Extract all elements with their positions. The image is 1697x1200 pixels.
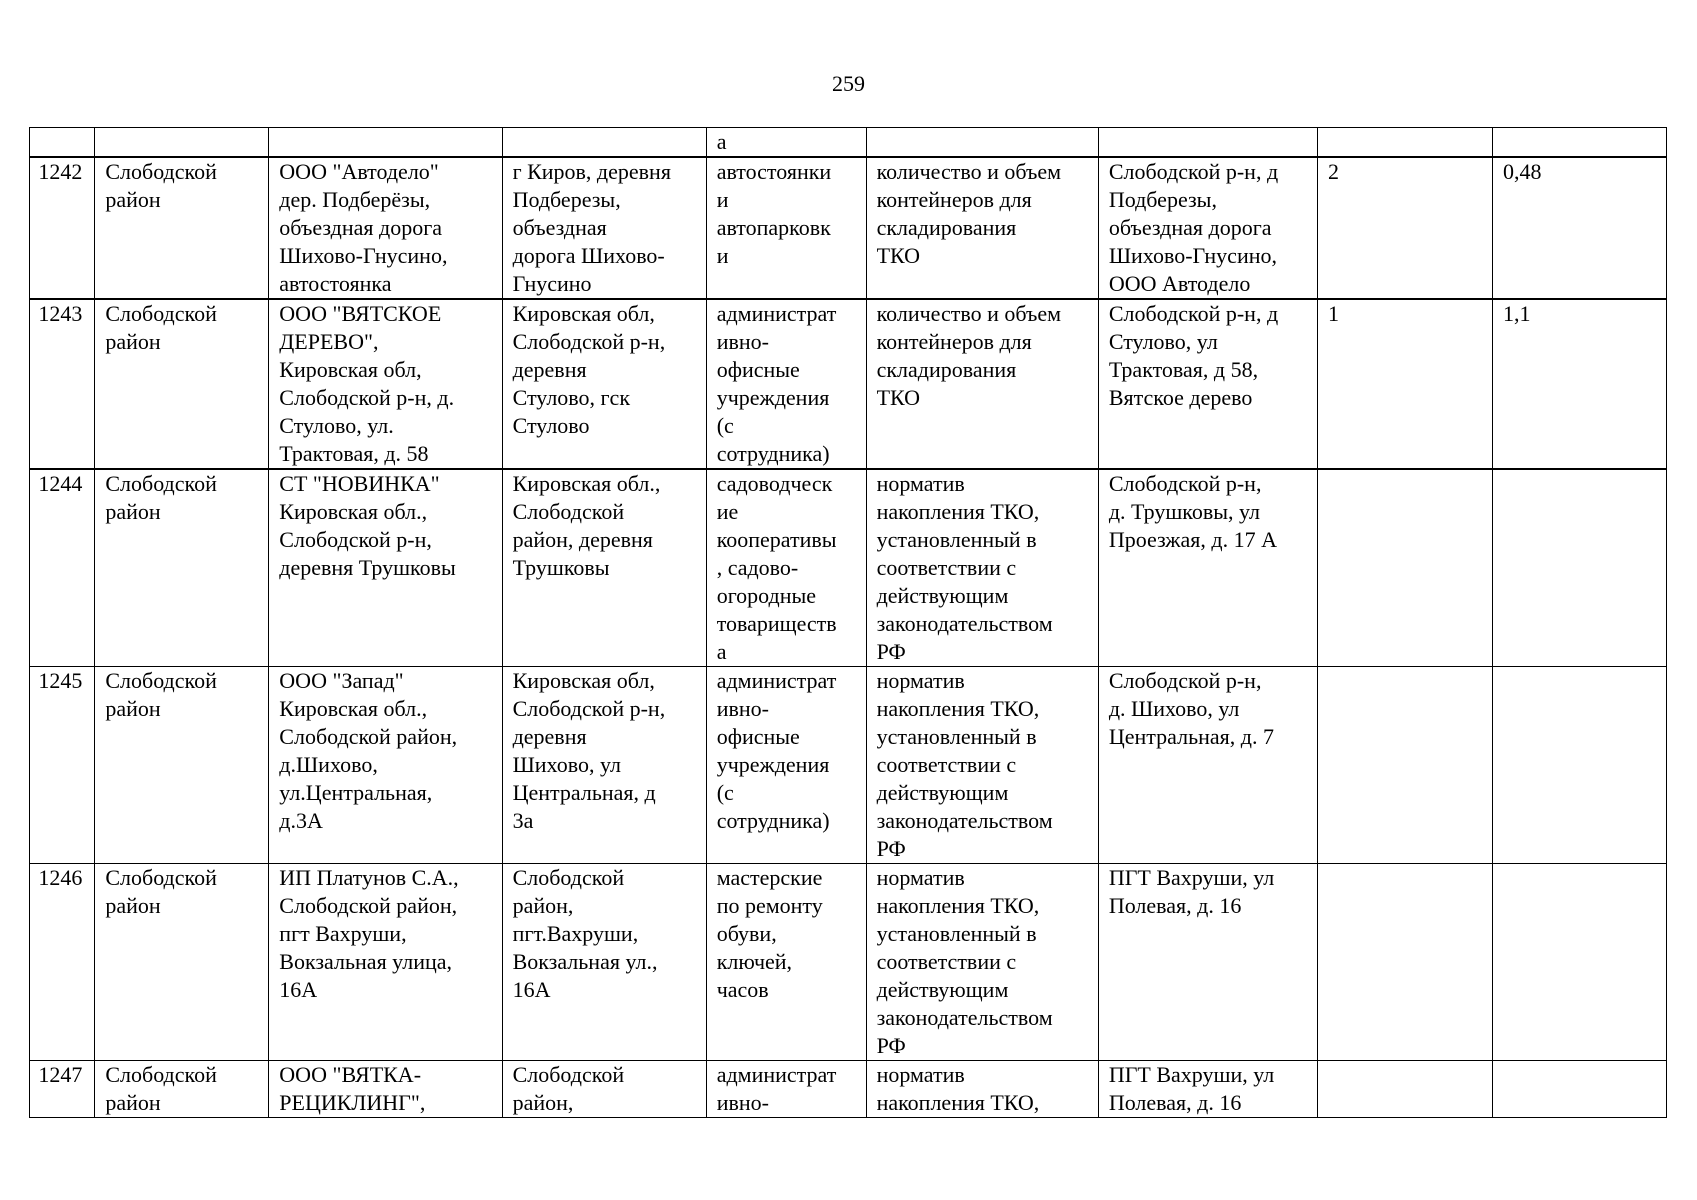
- district-cell: [95, 299, 269, 469]
- containers-cell: [1318, 667, 1493, 864]
- site-text: Слободской р-н, д. Шихово, ул Центральная, д. 7: [1108, 668, 1274, 749]
- row-number-cell: [30, 667, 95, 864]
- source-cell: [269, 1061, 502, 1118]
- source-cell: [269, 469, 502, 667]
- volume-cell: [1492, 299, 1666, 469]
- source-text: ООО "ВЯТСКОЕ ДЕРЕВО", Кировская обл, Слободской р-н, д. Стулово, ул. Трактовая, д. 58: [279, 301, 455, 466]
- category-text: администрат ивно- офисные учреждения (с сотрудника): [716, 668, 837, 833]
- volume-cell: [1492, 469, 1666, 667]
- site-cell: [1098, 157, 1317, 299]
- containers-cell: [1318, 157, 1493, 299]
- method-text: норматив накопления ТКО,: [876, 1062, 1040, 1115]
- address-cell: [502, 864, 706, 1061]
- district-text: Слободской район: [105, 301, 217, 354]
- page-number: 259: [832, 71, 865, 96]
- row-number-cell: [30, 864, 95, 1061]
- volume-cell: [1492, 1061, 1666, 1118]
- district-cell: [95, 469, 269, 667]
- method-cell: [866, 864, 1098, 1061]
- containers-cell: [1318, 1061, 1493, 1118]
- site-cell: [1098, 667, 1317, 864]
- row-number-cell: [30, 1061, 95, 1118]
- containers-cell: [1318, 864, 1493, 1061]
- address-cell: [502, 667, 706, 864]
- address-text: Кировская обл., Слободской район, деревня Трушковы: [512, 471, 661, 580]
- category-cell: [706, 864, 866, 1061]
- address-cell: [502, 469, 706, 667]
- table-row: [30, 864, 1667, 1061]
- table-cell: [30, 128, 95, 158]
- method-cell: [866, 299, 1098, 469]
- row-number: 1246: [38, 865, 83, 890]
- row-number: 1242: [38, 159, 83, 184]
- method-text: норматив накопления ТКО, установленный в соответствии с действующим законодательством РФ: [876, 865, 1053, 1058]
- row-number-cell: [30, 299, 95, 469]
- site-text: ПГТ Вахруши, ул Полевая, д. 16: [1108, 1062, 1275, 1115]
- category-text: администрат ивно- офисные учреждения (с сотрудника): [716, 301, 837, 466]
- category-cell: [706, 157, 866, 299]
- source-cell: [269, 864, 502, 1061]
- table-cell: [502, 128, 706, 158]
- category-cell: [706, 1061, 866, 1118]
- method-cell: [866, 1061, 1098, 1118]
- volume-cell: [1492, 864, 1666, 1061]
- row-number-cell: [30, 469, 95, 667]
- row-number: 1243: [38, 301, 83, 326]
- source-text: ООО "Автодело" дер. Подберёзы, объездная дорога Шихово-Гнусино, автостоянка: [279, 159, 448, 296]
- containers-text: 2: [1328, 159, 1340, 184]
- district-text: Слободской район: [105, 159, 217, 212]
- source-text: ООО "Запад" Кировская обл., Слободской район, д.Шихово, ул.Центральная, д.3А: [279, 668, 458, 833]
- address-text: г Киров, деревня Подберезы, объездная дорога Шихово- Гнусино: [512, 159, 671, 296]
- address-text: Слободской район, пгт.Вахруши, Вокзальная ул., 16А: [512, 865, 658, 1002]
- row-number: 1244: [38, 471, 83, 496]
- category-text: мастерские по ремонту обуви, ключей, часов: [716, 865, 823, 1002]
- method-cell: [866, 157, 1098, 299]
- volume-text: 0,48: [1502, 159, 1542, 184]
- site-text: Слободской р-н, д Подберезы, объездная дорога Шихово-Гнусино, ООО Автоделo: [1108, 159, 1279, 296]
- method-cell: [866, 667, 1098, 864]
- district-text: Слободской район: [105, 471, 217, 524]
- address-cell: [502, 1061, 706, 1118]
- district-text: Слободской район: [105, 865, 217, 918]
- district-cell: [95, 667, 269, 864]
- method-text: норматив накопления ТКО, установленный в соответствии с действующим законодательством РФ: [876, 668, 1053, 861]
- method-text: норматив накопления ТКО, установленный в соответствии с действующим законодательством РФ: [876, 471, 1053, 664]
- category-text: автостоянки и автопарковк и: [716, 159, 832, 268]
- category-cell: [706, 667, 866, 864]
- volume-cell: [1492, 667, 1666, 864]
- row-number: 1245: [38, 668, 83, 693]
- table-row: [30, 1061, 1667, 1118]
- source-cell: [269, 157, 502, 299]
- table-cell: [1098, 128, 1317, 158]
- site-text: ПГТ Вахруши, ул Полевая, д. 16: [1108, 865, 1275, 918]
- source-text: СТ "НОВИНКА" Кировская обл., Слободской р-н, деревня Трушковы: [279, 471, 456, 580]
- table-cell: [95, 128, 269, 158]
- category-text: администрат ивно-: [716, 1062, 837, 1115]
- containers-cell: [1318, 299, 1493, 469]
- site-cell: [1098, 864, 1317, 1061]
- waste-sites-table: [29, 127, 1667, 1118]
- continuation-row: [30, 128, 1667, 158]
- address-text: Кировская обл, Слободской р-н, деревня Шихово, ул Центральная, д 3а: [512, 668, 666, 833]
- table-row: [30, 667, 1667, 864]
- table-cell: [269, 128, 502, 158]
- source-cell: [269, 667, 502, 864]
- table-row: [30, 157, 1667, 299]
- source-text: ООО "ВЯТКА- РЕЦИКЛИНГ",: [279, 1062, 426, 1115]
- site-cell: [1098, 299, 1317, 469]
- method-cell: [866, 469, 1098, 667]
- table-cell: а: [706, 128, 866, 158]
- district-text: Слободской район: [105, 1062, 217, 1115]
- containers-cell: [1318, 469, 1493, 667]
- source-cell: [269, 299, 502, 469]
- volume-cell: [1492, 157, 1666, 299]
- source-text: ИП Платунов С.А., Слободской район, пгт Вахруши, Вокзальная улица, 16А: [279, 865, 459, 1002]
- category-text: садоводческ ие кооперативы , садово- огородные товариществ а: [716, 471, 837, 664]
- containers-text: 1: [1328, 301, 1340, 326]
- district-cell: [95, 157, 269, 299]
- address-text: Слободской район,: [512, 1062, 625, 1115]
- address-text: Кировская обл, Слободской р-н, деревня Стулово, гск Стулово: [512, 301, 666, 438]
- category-cell: [706, 299, 866, 469]
- table-row: [30, 469, 1667, 667]
- address-cell: [502, 299, 706, 469]
- site-text: Слободской р-н, д. Трушковы, ул Проезжая, д. 17 А: [1108, 471, 1277, 552]
- table-cell: [1318, 128, 1493, 158]
- district-cell: [95, 1061, 269, 1118]
- district-text: Слободской район: [105, 668, 217, 721]
- table-cell: [1492, 128, 1666, 158]
- volume-text: 1,1: [1502, 301, 1531, 326]
- table-cell: [866, 128, 1098, 158]
- table-row: [30, 299, 1667, 469]
- row-number: 1247: [38, 1062, 83, 1087]
- district-cell: [95, 864, 269, 1061]
- site-cell: [1098, 469, 1317, 667]
- site-text: Слободской р-н, д Стулово, ул Трактовая, д 58, Вятское дерево: [1108, 301, 1279, 410]
- category-cell: [706, 469, 866, 667]
- row-number-cell: [30, 157, 95, 299]
- method-text: количество и объем контейнеров для складирования ТКО: [876, 301, 1062, 410]
- site-cell: [1098, 1061, 1317, 1118]
- address-cell: [502, 157, 706, 299]
- method-text: количество и объем контейнеров для складирования ТКО: [876, 159, 1062, 268]
